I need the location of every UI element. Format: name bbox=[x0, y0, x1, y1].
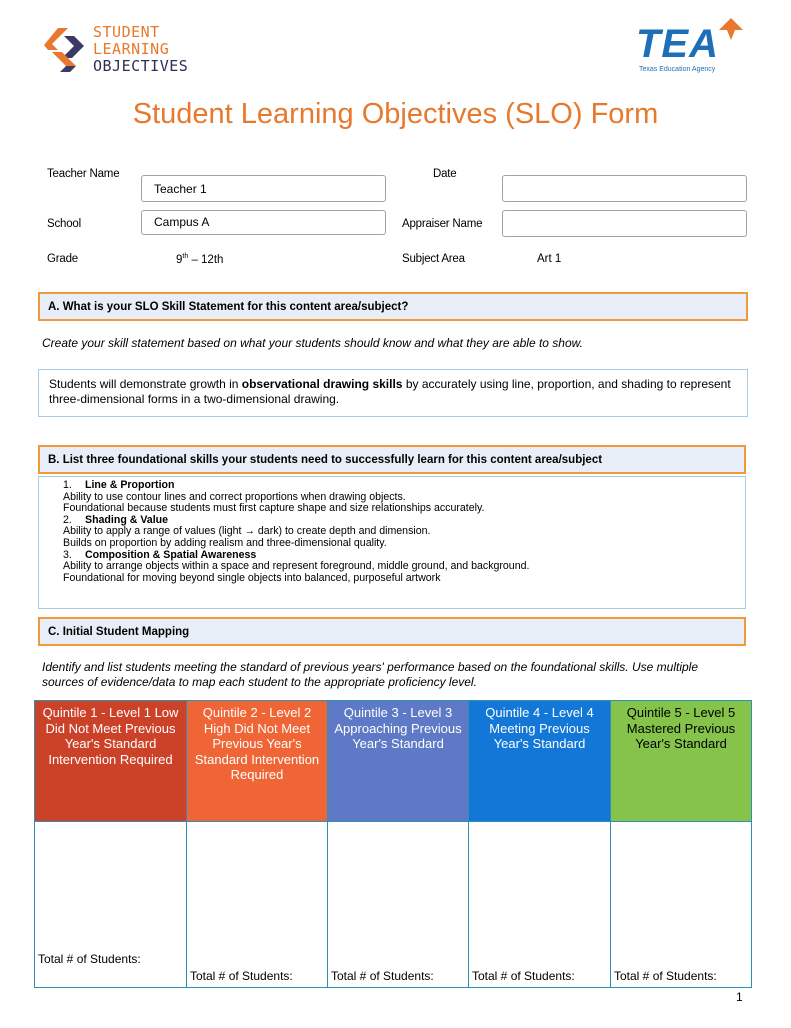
subject-area-value: Art 1 bbox=[537, 253, 562, 265]
quintile-5-column bbox=[611, 701, 751, 987]
skill-statement-box[interactable] bbox=[38, 369, 748, 417]
quintile-1-total-label: Total # of Students: bbox=[38, 952, 141, 966]
foundational-skills-box[interactable] bbox=[38, 476, 746, 609]
teacher-name-label: Teacher Name bbox=[47, 168, 120, 180]
page-title: Student Learning Objectives (SLO) Form bbox=[132, 98, 659, 130]
grade-value-base: 9 bbox=[176, 253, 183, 266]
tea-logo-word: TEA bbox=[636, 22, 719, 66]
skill-3-title: Composition & Spatial Awareness bbox=[85, 548, 257, 561]
quintile-3-header: Quintile 3 - Level 3 Approaching Previous Year's Standard bbox=[328, 701, 468, 822]
subject-area-label: Subject Area bbox=[402, 253, 465, 265]
teacher-name-field[interactable] bbox=[141, 175, 386, 202]
grade-value-rest: – 12th bbox=[188, 253, 224, 266]
quintile-3-total-label: Total # of Students: bbox=[331, 969, 434, 983]
skill-item-1 bbox=[63, 480, 745, 515]
date-label: Date bbox=[433, 168, 457, 180]
quintile-3-column bbox=[328, 701, 469, 987]
grade-label: Grade bbox=[47, 253, 78, 265]
quintile-2-total-label: Total # of Students: bbox=[190, 969, 293, 983]
tea-star-icon bbox=[718, 18, 744, 40]
skill-1-line2: Foundational because students must first capture shape and size relationships accurately. bbox=[63, 502, 485, 515]
quintile-table bbox=[34, 700, 752, 988]
skill-2-line2: Builds on proportion by adding realism and three-dimensional quality. bbox=[63, 536, 387, 549]
appraiser-name-label: Appraiser Name bbox=[402, 218, 483, 230]
slo-logo bbox=[44, 22, 214, 80]
grade-value-sup: th bbox=[182, 253, 189, 260]
skill-item-2 bbox=[63, 515, 745, 550]
school-label: School bbox=[47, 218, 81, 230]
skill-item-3 bbox=[63, 550, 745, 585]
teacher-name-value: Teacher 1 bbox=[154, 181, 207, 196]
page-number: 1 bbox=[736, 990, 743, 1004]
skill-3-line2: Foundational for moving beyond single objects into balanced, purposeful artwork bbox=[63, 571, 441, 584]
quintile-4-header: Quintile 4 - Level 4 Meeting Previous Year's Standard bbox=[469, 701, 610, 822]
quintile-5-header: Quintile 5 - Level 5 Mastered Previous Year's Standard bbox=[611, 701, 751, 822]
school-value: Campus A bbox=[154, 215, 210, 229]
skill-2-line1: Ability to apply a range of values (light → dark) to create depth and dimension. bbox=[63, 525, 431, 538]
quintile-1-header: Quintile 1 - Level 1 Low Did Not Meet Previous Year's Standard Intervention Required bbox=[35, 701, 186, 822]
tea-logo-subtitle: Texas Education Agency bbox=[639, 66, 716, 73]
quintile-4-column bbox=[469, 701, 611, 987]
skill-statement-bold: observational drawing skills bbox=[241, 377, 403, 391]
skill-1-number: 1. bbox=[63, 479, 72, 491]
section-a-heading: A. What is your SLO Skill Statement for this content area/subject? bbox=[38, 292, 748, 321]
section-c-heading: C. Initial Student Mapping bbox=[38, 617, 746, 646]
skill-3-line1: Ability to arrange objects within a space and represent foreground, middle ground, and background. bbox=[63, 560, 530, 573]
section-a-instruction: Create your skill statement based on what your students should know and what they are able to show. bbox=[42, 336, 583, 350]
skill-statement-pre: Students will demonstrate growth in bbox=[49, 377, 242, 391]
skill-1-line1: Ability to use contour lines and correct proportions when drawing objects. bbox=[63, 490, 406, 503]
tea-logo bbox=[630, 18, 745, 80]
school-field[interactable] bbox=[141, 210, 386, 235]
skill-statement-post: by accurately using line, proportion, and shading to represent three-dimensional forms in a two-dimensional drawing. bbox=[49, 377, 731, 406]
section-b-heading: B. List three foundational skills your students need to successfully learn for this content area/subject bbox=[38, 445, 746, 474]
skill-2-title: Shading & Value bbox=[85, 513, 169, 526]
skill-2-number: 2. bbox=[63, 513, 72, 526]
quintile-2-column bbox=[187, 701, 328, 987]
slo-logo-line3: OBJECTIVES bbox=[93, 57, 189, 75]
quintile-5-total-label: Total # of Students: bbox=[614, 969, 717, 983]
section-c-instruction: Identify and list students meeting the standard of previous years' performance based on the foundational skills. Use multiple sources of evidence/data to map each student to the appropriate proficiency level. bbox=[42, 660, 698, 689]
date-field[interactable] bbox=[502, 175, 747, 202]
slo-logo-icon bbox=[44, 26, 86, 72]
quintile-4-total-label: Total # of Students: bbox=[472, 969, 575, 983]
quintile-2-header: Quintile 2 - Level 2 High Did Not Meet Previous Year's Standard Intervention Required bbox=[187, 701, 327, 822]
quintile-1-column bbox=[35, 701, 187, 987]
skill-1-title: Line & Proportion bbox=[85, 479, 175, 491]
grade-value bbox=[176, 253, 223, 266]
skill-3-number: 3. bbox=[63, 548, 72, 561]
slo-logo-line2: LEARNING bbox=[93, 40, 170, 58]
slo-logo-line1: STUDENT bbox=[93, 23, 160, 41]
appraiser-name-field[interactable] bbox=[502, 210, 747, 237]
